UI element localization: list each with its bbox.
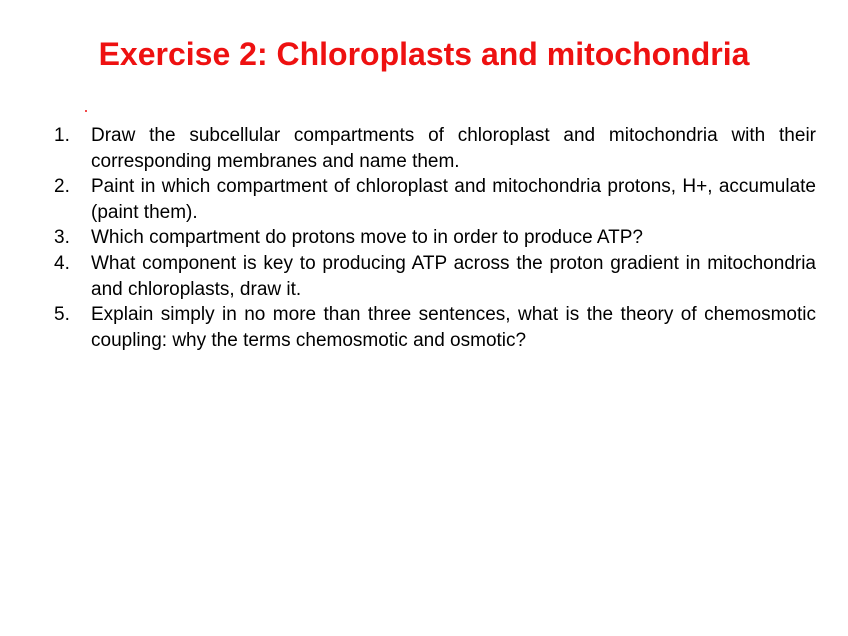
question-item-5 xyxy=(54,302,816,353)
question-list xyxy=(54,123,816,353)
question-text: Which compartment do protons move to in order to produce ATP? xyxy=(91,227,643,249)
question-item-3 xyxy=(54,225,816,251)
stray-dot xyxy=(85,110,87,112)
question-item-2 xyxy=(54,174,816,225)
question-number: 2. xyxy=(54,176,70,198)
question-number: 5. xyxy=(54,304,70,326)
question-item-1 xyxy=(54,123,816,174)
question-text: Paint in which compartment of chloroplast and mitochondria protons, H+, accumulate (paint them). xyxy=(91,176,816,223)
question-text: What component is key to producing ATP across the proton gradient in mitochondria and chloroplasts, draw it. xyxy=(91,252,816,300)
question-number: 3. xyxy=(54,227,70,249)
question-number: 1. xyxy=(54,125,70,146)
question-text: Draw the subcellular compartments of chloroplast and mitochondria with their corresponding membranes and name them. xyxy=(91,125,816,172)
question-text: Explain simply in no more than three sentences, what is the theory of chemosmotic coupling: why the terms chemosmotic and osmotic? xyxy=(91,304,816,351)
question-item-4 xyxy=(54,251,816,302)
slide-title: Exercise 2: Chloroplasts and mitochondria xyxy=(98,36,750,72)
question-number: 4. xyxy=(54,252,70,274)
